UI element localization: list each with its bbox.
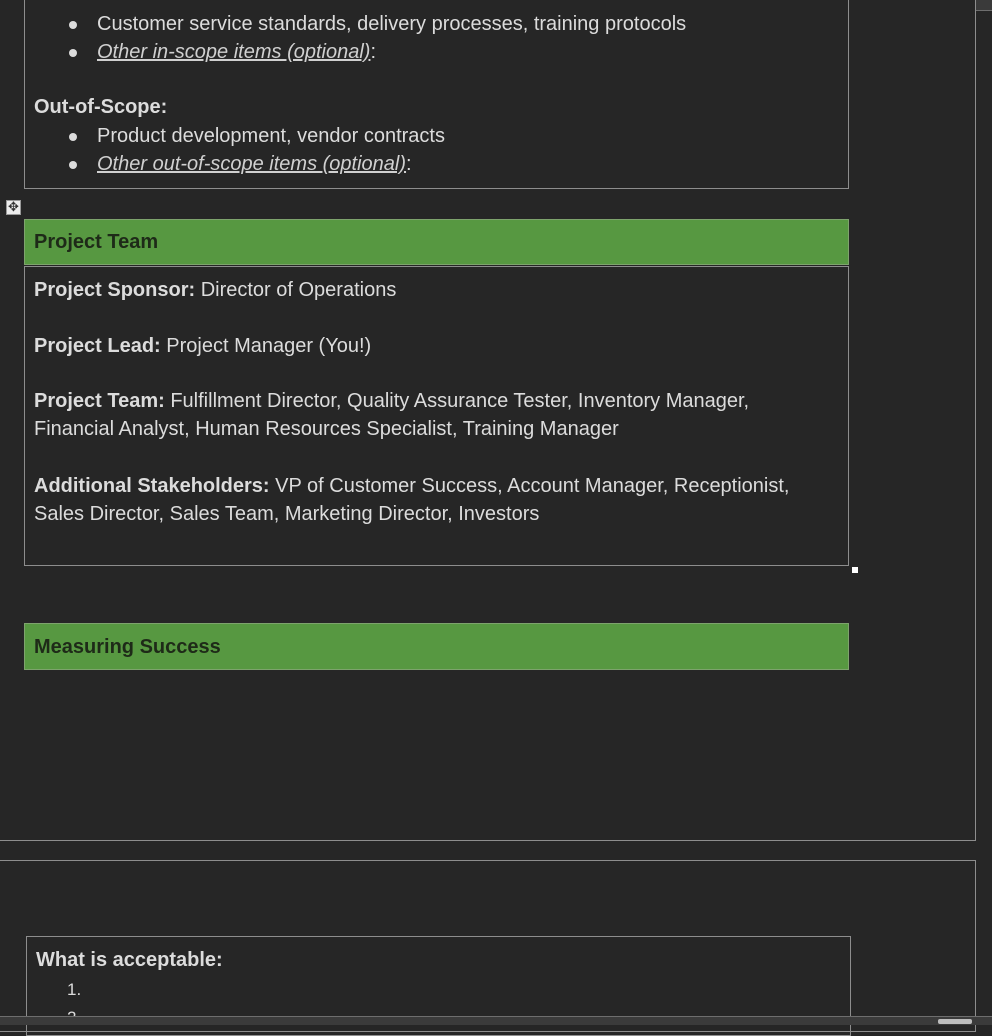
- bullet-icon: [69, 21, 77, 29]
- out-of-scope-item: Product development, vendor contracts: [97, 125, 445, 147]
- out-of-scope-optional-item: [97, 150, 412, 178]
- out-of-scope-optional-link[interactable]: Other out-of-scope items (optional): [97, 153, 407, 175]
- table-resize-handle[interactable]: [852, 567, 858, 573]
- project-lead-line: [34, 332, 371, 360]
- stakeholders-value: VP of Customer Success, Account Manager, Receptionist,: [269, 475, 790, 497]
- scrollbar-thumb[interactable]: [938, 1019, 972, 1024]
- bullet-icon: [69, 161, 77, 169]
- colon: :: [370, 41, 377, 63]
- project-team-label: Project Team:: [34, 390, 165, 412]
- acceptable-heading: What is acceptable:: [36, 949, 223, 971]
- in-scope-item: Customer service standards, delivery processes, training protocols: [97, 13, 687, 35]
- colon: :: [406, 153, 412, 175]
- project-sponsor-label: Project Sponsor:: [34, 279, 196, 301]
- project-sponsor-value: Director of Operations: [195, 279, 397, 301]
- project-lead-value: Project Manager (You!): [160, 335, 372, 357]
- project-team-cell[interactable]: [24, 266, 849, 566]
- in-scope-optional-link[interactable]: Other in-scope items (optional): [97, 41, 371, 63]
- measuring-success-header: Measuring Success: [24, 623, 849, 670]
- project-lead-label: Project Lead:: [34, 335, 161, 357]
- out-of-scope-heading: Out-of-Scope:: [34, 96, 168, 118]
- stakeholders-line-2: Sales Director, Sales Team, Marketing Director, Investors: [34, 503, 540, 525]
- bullet-icon: [69, 49, 77, 57]
- scope-table-cell[interactable]: [24, 0, 849, 189]
- project-team-line: [34, 387, 749, 415]
- project-sponsor-line: [34, 276, 396, 304]
- table-move-icon[interactable]: ✥: [6, 200, 21, 215]
- stakeholders-label: Additional Stakeholders:: [34, 475, 270, 497]
- project-team-header: Project Team: [24, 219, 849, 265]
- project-team-value: Fulfillment Director, Quality Assurance Tester, Inventory Manager,: [164, 390, 750, 412]
- bullet-icon: [69, 133, 77, 141]
- acceptable-item-number: 1.: [67, 980, 82, 999]
- stakeholders-line: [34, 472, 790, 500]
- project-team-line-2: Financial Analyst, Human Resources Specialist, Training Manager: [34, 418, 619, 440]
- in-scope-optional-item: [97, 38, 376, 66]
